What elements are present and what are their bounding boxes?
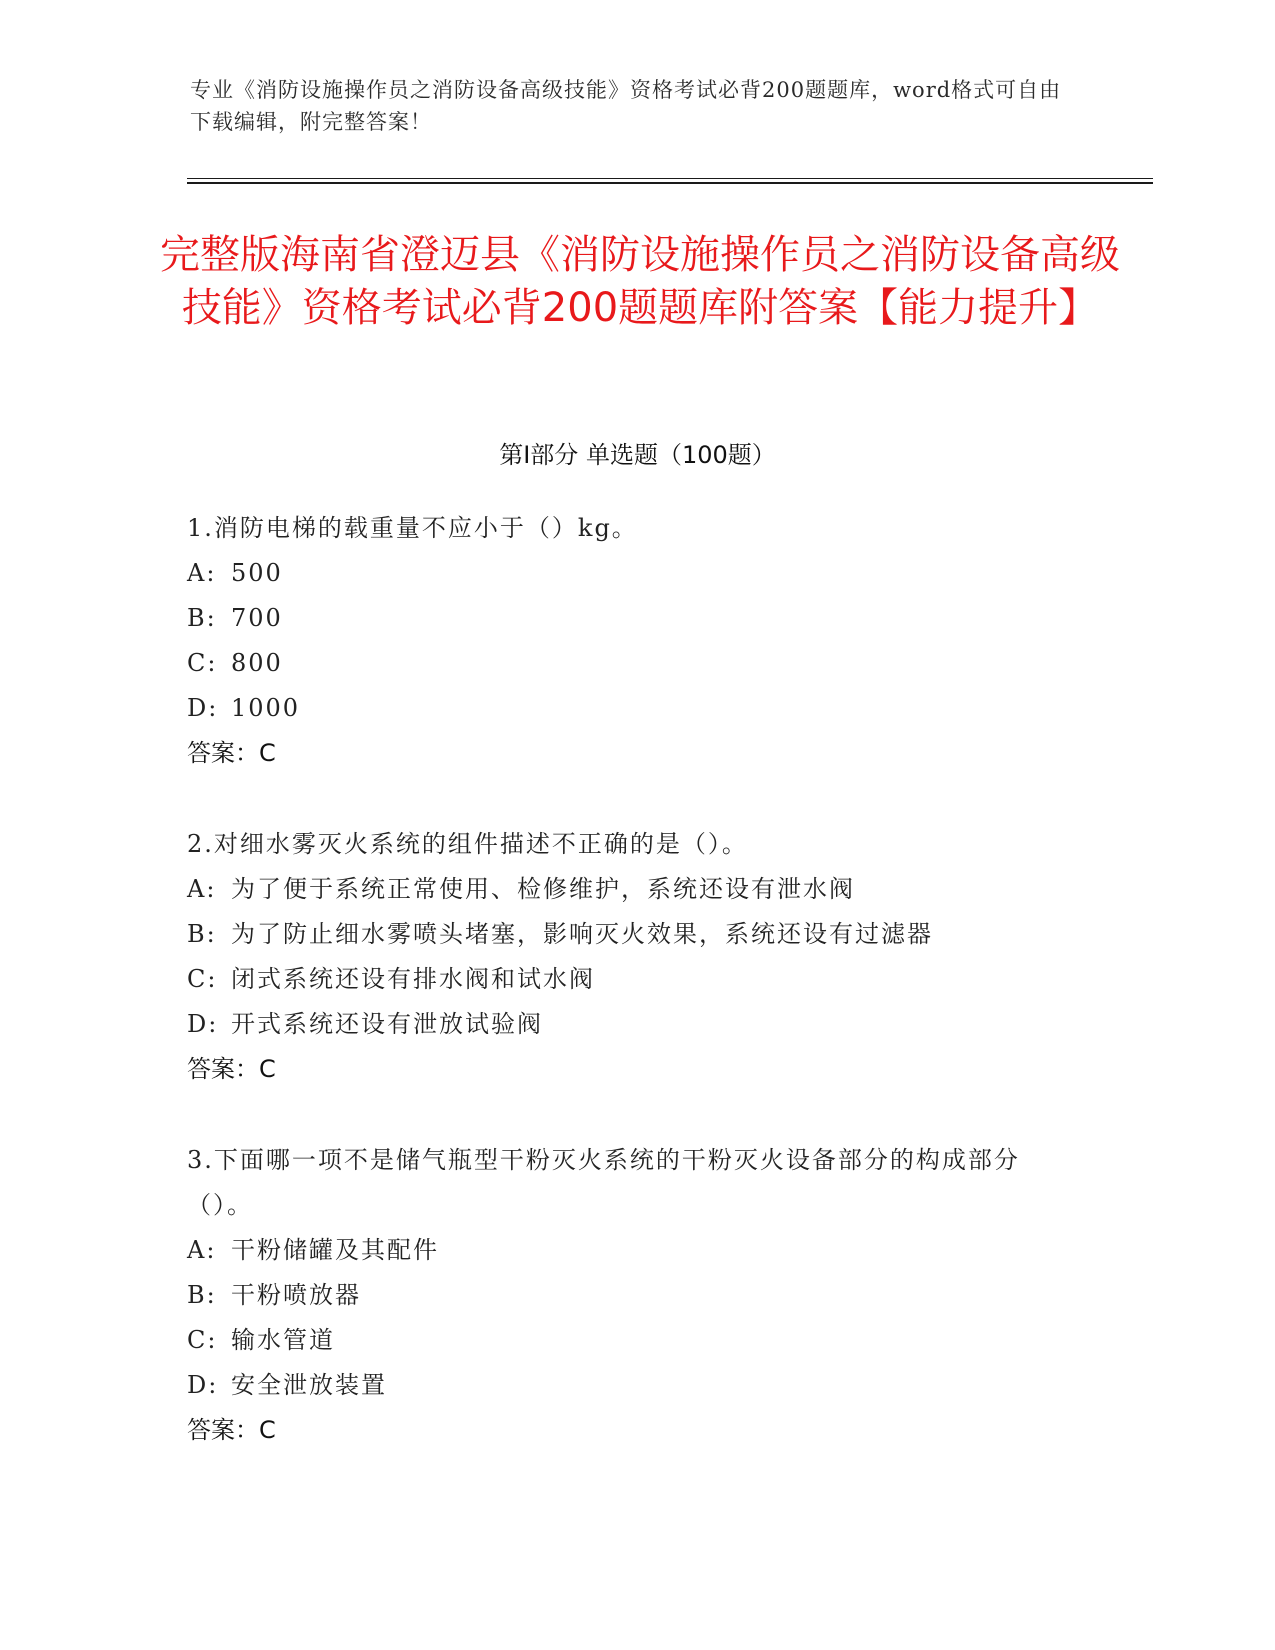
option-key: C:	[187, 1326, 218, 1354]
question-1	[187, 506, 1067, 776]
header-divider-thick	[187, 182, 1153, 184]
option-d	[187, 1363, 1067, 1408]
option-c	[187, 641, 1067, 686]
option-text: 1000	[231, 694, 301, 722]
option-text: 安全泄放装置	[231, 1371, 387, 1399]
option-text: 500	[231, 559, 283, 587]
option-text: 为了防止细水雾喷头堵塞，影响灭火效果，系统还设有过滤器	[231, 920, 933, 948]
option-b	[187, 1273, 1067, 1318]
header-note: 专业《消防设施操作员之消防设备高级技能》资格考试必背200题题库，word格式可自由下载编辑，附完整答案！	[190, 78, 1062, 134]
option-d	[187, 1002, 1067, 1047]
question-2	[187, 822, 1067, 1092]
document-title: 完整版海南省澄迈县《消防设施操作员之消防设备高级技能》资格考试必背200题题库附答案【能力提升】	[160, 232, 1120, 331]
option-key: D:	[187, 1010, 219, 1038]
option-a	[187, 551, 1067, 596]
question-stem: 2.对细水雾灭火系统的组件描述不正确的是（）。	[187, 830, 748, 858]
option-key: C:	[187, 649, 218, 677]
option-key: A:	[187, 1236, 217, 1264]
option-key: B:	[187, 604, 217, 632]
option-text: 输水管道	[231, 1326, 335, 1354]
option-key: A:	[187, 875, 217, 903]
option-b	[187, 912, 1067, 957]
option-a	[187, 867, 1067, 912]
option-key: B:	[187, 920, 217, 948]
option-d	[187, 686, 1067, 731]
option-text: 800	[231, 649, 283, 677]
question-stem: 3.下面哪一项不是储气瓶型干粉灭火系统的干粉灭火设备部分的构成部分（）。	[187, 1146, 1020, 1219]
option-key: D:	[187, 694, 219, 722]
option-key: C:	[187, 965, 218, 993]
option-c	[187, 957, 1067, 1002]
option-text: 为了便于系统正常使用、检修维护，系统还设有泄水阀	[231, 875, 855, 903]
option-text: 700	[231, 604, 283, 632]
answer-line: 答案：C	[187, 1416, 276, 1444]
question-3	[187, 1138, 1067, 1453]
option-text: 开式系统还设有泄放试验阀	[231, 1010, 543, 1038]
answer-line: 答案：C	[187, 1055, 276, 1083]
question-stem: 1.消防电梯的载重量不应小于（）kg。	[187, 514, 638, 542]
option-c	[187, 1318, 1067, 1363]
option-a	[187, 1228, 1067, 1273]
option-text: 闭式系统还设有排水阀和试水阀	[231, 965, 595, 993]
header-divider-thin	[187, 178, 1153, 179]
option-b	[187, 596, 1067, 641]
option-text: 干粉喷放器	[231, 1281, 361, 1309]
section-title: 第I部分 单选题（100题）	[499, 441, 776, 469]
option-key: D:	[187, 1371, 219, 1399]
answer-line: 答案：C	[187, 739, 276, 767]
option-text: 干粉储罐及其配件	[231, 1236, 439, 1264]
option-key: B:	[187, 1281, 217, 1309]
option-key: A:	[187, 559, 217, 587]
